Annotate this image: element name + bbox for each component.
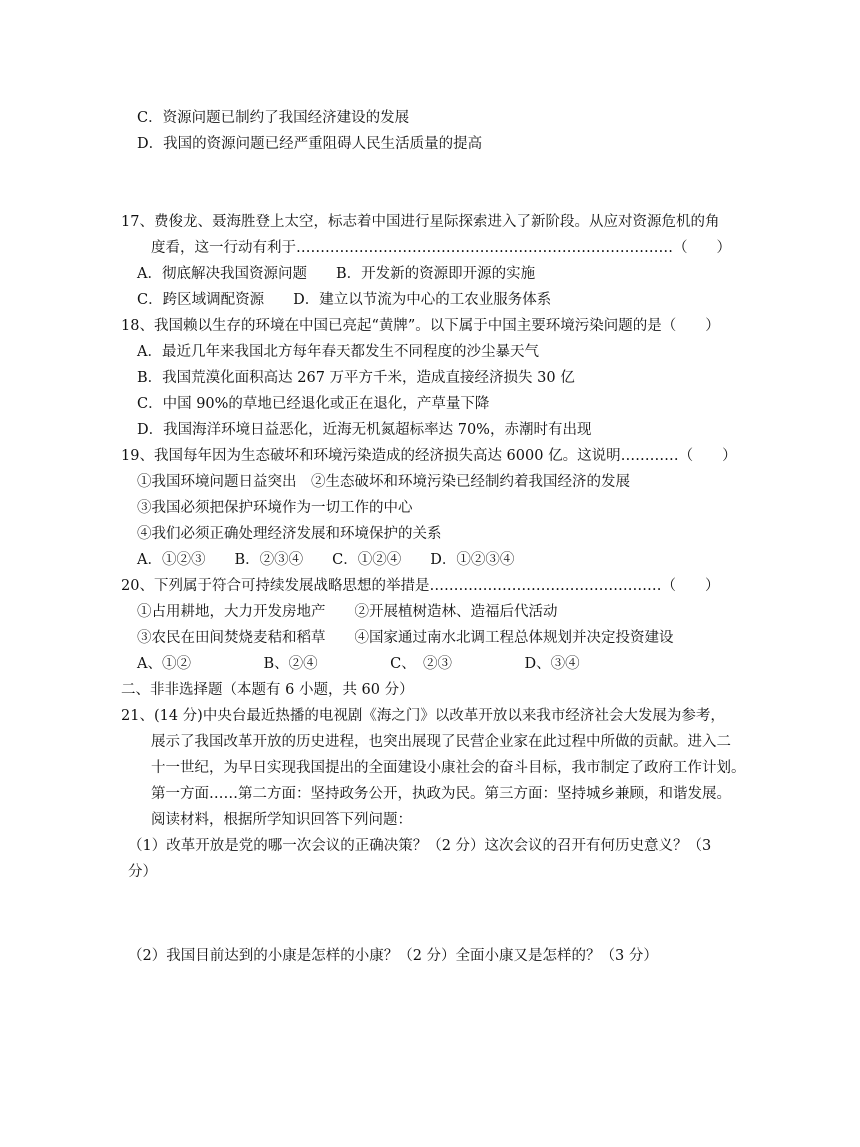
q19-stem: 19、我国每年因为生态破坏和环境污染造成的经济损失高达 6000 亿。这说明…………（ ） — [121, 448, 737, 464]
q20-options: A、①② B、②④ C、 ②③ D、③④ — [137, 656, 580, 672]
q16-option-c: C．资源问题已制约了我国经济建设的发展 — [137, 110, 410, 126]
q21-sub1: （1）改革开放是党的哪一次会议的正确决策？（2 分）这次会议的召开有何历史意义？（3 — [128, 838, 712, 854]
section-two-heading: 二、非非选择题（本题有 6 小题，共 60 分） — [121, 682, 414, 698]
q21-stem-cont-3: 第一方面……第二方面：坚持政务公开，执政为民。第三方面：坚持城乡兼顾，和谐发展。 — [151, 786, 731, 802]
q21-sub2: （2）我国目前达到的小康是怎样的小康？（2 分）全面小康又是怎样的？（3 分） — [128, 948, 658, 964]
q21-stem-cont-1: 展示了我国改革开放的历史进程，也突出展现了民营企业家在此过程中所做的贡献。进入二 — [151, 734, 731, 750]
q18-stem: 18、我国赖以生存的环境在中国已亮起“黄牌”。以下属于中国主要环境污染问题的是（ ） — [121, 318, 720, 334]
q18-option-a: A．最近几年来我国北方每年春天都发生不同程度的沙尘暴天气 — [137, 344, 539, 360]
q19-item-3: ③我国必须把保护环境作为一切工作的中心 — [137, 500, 413, 516]
q17-stem-cont: 度看，这一行动有利于……………………………………………………………………（ ） — [151, 240, 731, 256]
q20-stem: 20、下列属于符合可持续发展战略思想的举措是…………………………………………（ ） — [121, 578, 720, 594]
q21-stem-cont-2: 十一世纪，为早日实现我国提出的全面建设小康社会的奋斗目标，我市制定了政府工作计划。 — [151, 760, 746, 776]
q19-item-4: ④我们必须正确处理经济发展和环境保护的关系 — [137, 526, 442, 542]
q17-options-cd: C．跨区域调配资源 D．建立以节流为中心的工农业服务体系 — [137, 292, 552, 308]
q18-option-d: D．我国海洋环境日益恶化，近海无机氮超标率达 70%，赤潮时有出现 — [137, 422, 592, 438]
q19-options: A．①②③ B．②③④ C．①②④ D．①②③④ — [137, 552, 515, 568]
q21-stem: 21、(14 分)中央台最近热播的电视剧《海之门》以改革开放以来我市经济社会大发展为参考， — [121, 708, 725, 724]
q21-sub1-cont: 分） — [128, 864, 157, 880]
q16-option-d: D．我国的资源问题已经严重阻碍人民生活质量的提高 — [137, 136, 483, 152]
q19-items-12: ①我国环境问题日益突出 ②生态破坏和环境污染已经制约着我国经济的发展 — [137, 474, 630, 490]
q17-stem: 17、费俊龙、聂海胜登上太空，标志着中国进行星际探索进入了新阶段。从应对资源危机的角 — [121, 214, 720, 230]
q20-items-12: ①占用耕地，大力开发房地产 ②开展植树造林、造福后代活动 — [137, 604, 558, 620]
q18-option-c: C．中国 90%的草地已经退化或正在退化，产草量下降 — [137, 396, 490, 412]
q17-options-ab: A．彻底解决我国资源问题 B．开发新的资源即开源的实施 — [137, 266, 536, 282]
q21-stem-cont-4: 阅读材料，根据所学知识回答下列问题： — [151, 812, 412, 828]
q18-option-b: B．我国荒漠化面积高达 267 万平方千米，造成直接经济损失 30 亿 — [137, 370, 575, 386]
q20-items-34: ③农民在田间焚烧麦秸和稻草 ④国家通过南水北调工程总体规划并决定投资建设 — [137, 630, 674, 646]
